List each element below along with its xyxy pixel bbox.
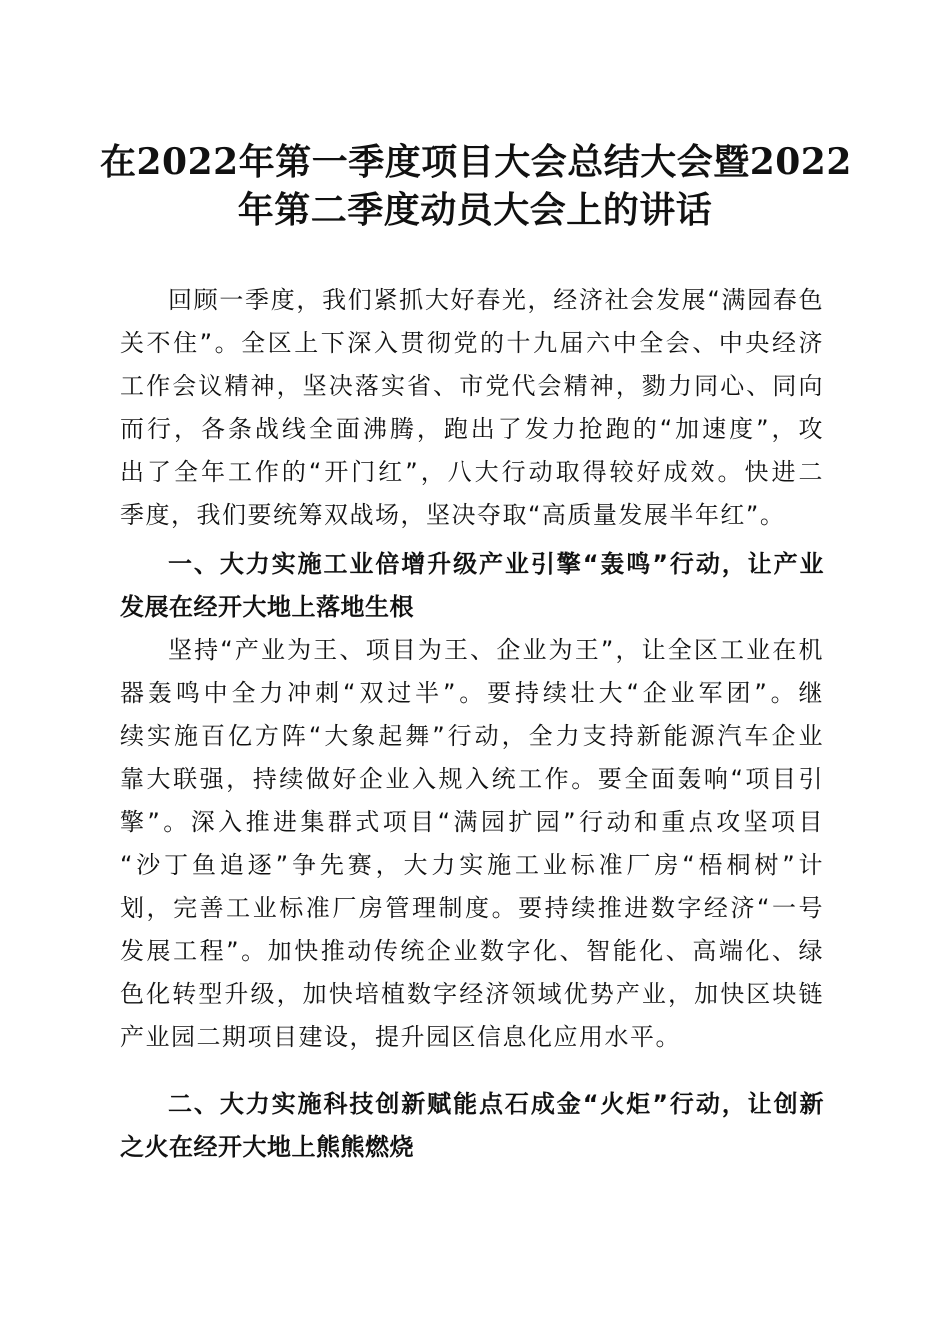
- paragraph-line: 擎”。深入推进集群式项目“满园扩园”行动和重点攻坚项目: [120, 808, 824, 836]
- title-line: 年第二季度动员大会上的讲话: [237, 189, 713, 231]
- document-title: [100, 138, 850, 234]
- heading-line: 之火在经开大地上熊熊燃烧: [120, 1133, 414, 1161]
- paragraph-line: 色化转型升级，加快培植数字经济领域优势产业，加快区块链: [120, 980, 824, 1008]
- paragraph-line: “沙丁鱼追逐”争先赛，大力实施工业标准厂房“梧桐树”计: [120, 851, 824, 879]
- paragraph-line: 工作会议精神，坚决落实省、市党代会精神，勠力同心、同向: [120, 372, 824, 400]
- paragraph-line: 划，完善工业标准厂房管理制度。要持续推进数字经济“一号: [120, 894, 824, 922]
- paragraph-line: 出了全年工作的“开门红”，八大行动取得较好成效。快进二: [120, 458, 824, 486]
- paragraph-line: 季度，我们要统筹双战场，坚决夺取“高质量发展半年红”。: [120, 501, 786, 529]
- paragraph-line: 产业园二期项目建设，提升园区信息化应用水平。: [120, 1023, 681, 1051]
- paragraph-line: 靠大联强，持续做好企业入规入统工作。要全面轰响“项目引: [120, 765, 824, 793]
- paragraph-line: 发展工程”。加快推动传统企业数字化、智能化、高端化、绿: [120, 937, 824, 965]
- paragraph-line: 器轰鸣中全力冲刺“双过半”。要持续壮大“企业军团”。继: [120, 679, 824, 707]
- section-heading-innovation: [120, 1083, 824, 1169]
- paragraph-line: 回顾一季度，我们紧抓大好春光，经济社会发展“满园春色: [168, 286, 824, 314]
- paragraph-industry: [120, 629, 824, 1059]
- heading-line: 二、大力实施科技创新赋能点石成金“火炬”行动，让创新: [168, 1090, 824, 1118]
- paragraph-line: 而行，各条战线全面沸腾，跑出了发力抢跑的“加速度”，攻: [120, 415, 824, 443]
- paragraph-line: 续实施百亿方阵“大象起舞”行动，全力支持新能源汽车企业: [120, 722, 824, 750]
- heading-line: 发展在经开大地上落地生根: [120, 593, 414, 621]
- title-line: 在2022年第一季度项目大会总结大会暨2022: [100, 141, 852, 183]
- heading-line: 一、大力实施工业倍增升级产业引擎“轰鸣”行动，让产业: [168, 550, 824, 578]
- paragraph-review: [120, 279, 824, 537]
- paragraph-line: 关不住”。全区上下深入贯彻党的十九届六中全会、中央经济: [120, 329, 824, 357]
- paragraph-line: 坚持“产业为王、项目为王、企业为王”，让全区工业在机: [168, 636, 824, 664]
- section-heading-industry: [120, 543, 824, 629]
